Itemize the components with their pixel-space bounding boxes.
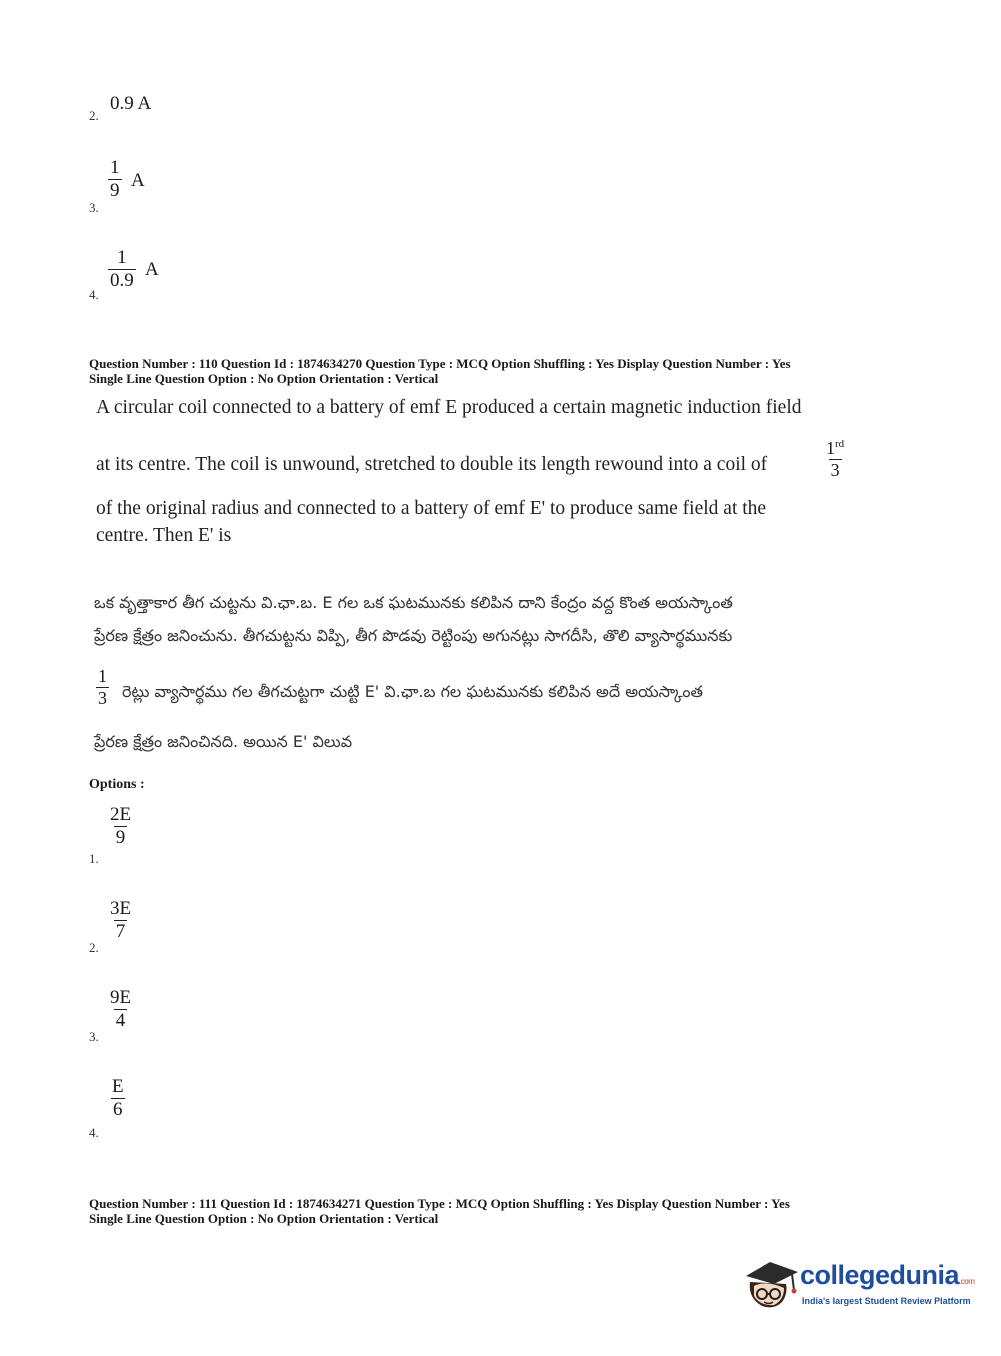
fraction-denominator: 6 xyxy=(113,1098,123,1120)
q110-meta-line-2: Single Line Question Option : No Option Orientation : Vertical xyxy=(89,371,439,386)
fraction-denominator: 7 xyxy=(115,920,126,942)
q110-telugu-line-3: రెట్లు వ్యాసార్థము గల తీగచుట్టగా చుట్టి E' వి.ఛా.బ గల ఘటమునకు కలిపిన అదే అయస్కాంత xyxy=(122,682,703,701)
q111-meta-line-2: Single Line Question Option : No Option Orientation : Vertical xyxy=(89,1211,439,1226)
fraction-numerator: 1 xyxy=(98,666,107,686)
q110-telugu-fraction xyxy=(96,666,109,708)
prev-option-4-fraction xyxy=(108,247,136,292)
option-4-fraction xyxy=(110,1076,126,1121)
fraction-denominator: 9 xyxy=(115,826,126,848)
fraction-numerator: 9E xyxy=(110,987,132,1008)
fraction-numerator: 1 xyxy=(110,157,120,178)
logo-suffix: .com xyxy=(959,1277,975,1286)
q110-english-line-4: centre. Then E' is xyxy=(96,525,232,546)
option-4-number: 4. xyxy=(89,1125,99,1140)
fraction-numerator-value: 1 xyxy=(826,438,835,458)
q110-english-line-2: at its centre. The coil is unwound, stretched to double its length rewound into a coil of xyxy=(96,454,768,475)
fraction-numerator: 3E xyxy=(110,898,132,919)
fraction-numerator: 2E xyxy=(110,804,132,825)
q110-english-fraction xyxy=(824,438,846,480)
option-2-fraction xyxy=(108,898,133,943)
student-mascot-icon xyxy=(740,1250,802,1312)
prev-option-3-number: 3. xyxy=(89,200,99,215)
fraction-numerator xyxy=(824,438,846,459)
q110-english-line-1: A circular coil connected to a battery of emf E produced a certain magnetic induction field xyxy=(96,397,802,418)
q110-telugu-line-1: ఒక వృత్తాకార తీగ చుట్టను వి.ఛా.బ. E గల ఒక ఘటమునకు కలిపిన దాని కేంద్రం వద్ద కొంత అయస్కాంత xyxy=(94,593,733,612)
option-1-fraction xyxy=(108,804,133,849)
q110-telugu-line-4: ప్రేరణ క్షేత్రం జనించినది. అయిన E' విలువ xyxy=(94,732,353,751)
fraction-denominator: 3 xyxy=(98,687,107,708)
fraction-denominator: 0.9 xyxy=(110,269,134,291)
q111-meta-line-1: Question Number : 111 Question Id : 1874634271 Question Type : MCQ Option Shuffling : Yes Display Question Number : Yes xyxy=(89,1196,790,1211)
fraction-superscript: rd xyxy=(835,438,845,450)
logo-tagline: India's largest Student Review Platform xyxy=(802,1296,971,1306)
option-3-fraction xyxy=(108,987,133,1032)
q110-english-line-3: of the original radius and connected to a battery of emf E' to produce same field at the xyxy=(96,498,767,519)
logo-name: collegedunia xyxy=(800,1260,960,1290)
options-label: Options : xyxy=(89,777,145,792)
option-2-number: 2. xyxy=(89,940,99,955)
prev-option-3-unit: A xyxy=(131,170,145,191)
prev-option-2-number: 2. xyxy=(89,108,99,123)
fraction-numerator: 1 xyxy=(117,247,127,268)
collegedunia-logo xyxy=(740,1250,975,1312)
option-1-number: 1. xyxy=(89,851,99,866)
prev-option-4-unit: A xyxy=(145,259,159,280)
option-3-number: 3. xyxy=(89,1029,99,1044)
q110-meta-line-1: Question Number : 110 Question Id : 1874634270 Question Type : MCQ Option Shuffling : Yes Display Question Number : Yes xyxy=(89,356,791,371)
q110-telugu-line-2: ప్రేరణ క్షేత్రం జనించును. తీగచుట్టను విప్పి, తీగ పొడవు రెట్టింపు అగునట్లు సాగదీసి, తొలి వ్యాసార్థమునకు xyxy=(94,626,733,645)
fraction-denominator: 3 xyxy=(830,459,840,480)
fraction-denominator: 9 xyxy=(110,179,120,201)
prev-option-4-number: 4. xyxy=(89,287,99,302)
fraction-numerator: E xyxy=(112,1076,124,1097)
prev-option-3-fraction xyxy=(108,157,122,202)
fraction-denominator: 4 xyxy=(115,1009,126,1031)
prev-option-2-text: 0.9 A xyxy=(110,93,152,114)
